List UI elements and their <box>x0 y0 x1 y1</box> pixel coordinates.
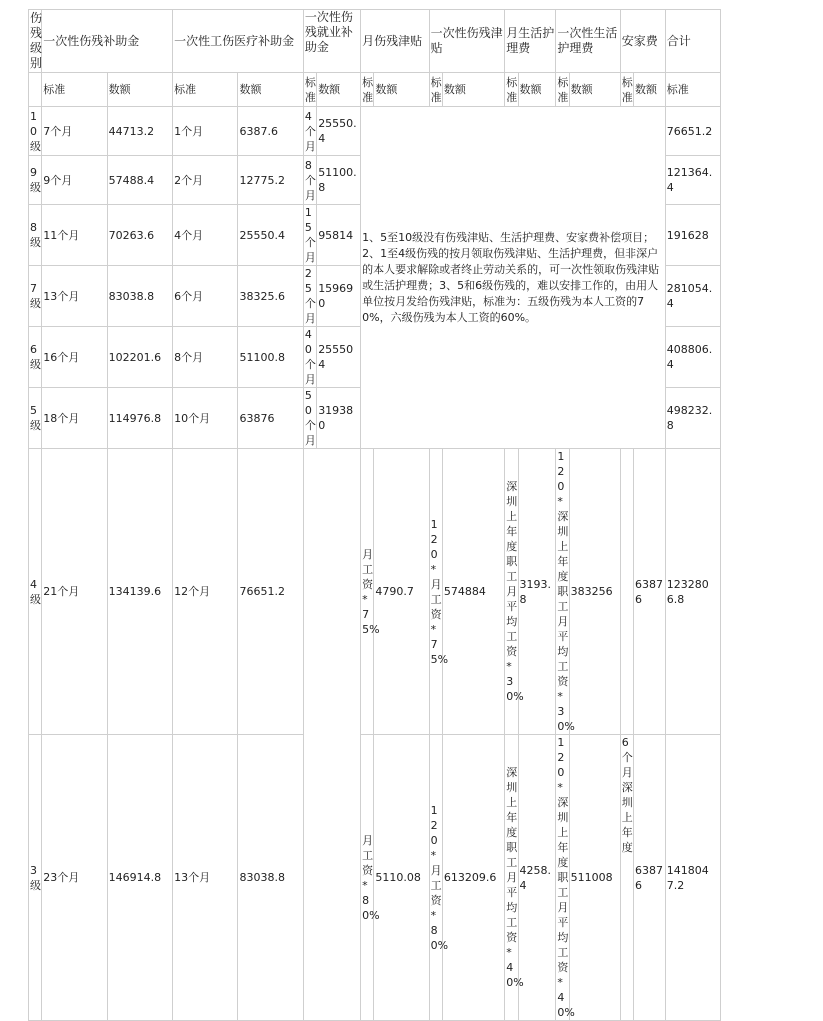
table-cell: 134139.6 <box>107 449 172 735</box>
header-row <box>29 10 721 73</box>
table-cell: 511008 <box>569 735 620 1021</box>
table-cell: 15个月 <box>304 206 316 264</box>
table-cell: 6387.6 <box>238 107 303 156</box>
table-cell: 12775.2 <box>238 156 303 205</box>
table-cell: 深圳上年度职工月平均工资*30% <box>505 449 518 735</box>
sub-amount: 数额 <box>518 73 556 107</box>
header-level: 伤残级别 <box>29 10 42 73</box>
table-cell: 18个月 <box>42 388 107 449</box>
header-monthly-allowance: 月伤残津贴 <box>361 10 429 73</box>
table-cell: 5110.08 <box>374 735 429 1021</box>
table-cell: 1个月 <box>173 107 238 156</box>
table-cell: 21个月 <box>42 449 107 735</box>
sub-standard: 标准 <box>303 73 316 107</box>
sub-amount: 数额 <box>107 73 172 107</box>
table-row <box>29 735 721 1021</box>
table-cell: 12个月 <box>173 449 238 735</box>
table-cell: 120*月工资*80% <box>429 735 442 1021</box>
table-cell: 63876 <box>634 735 666 1021</box>
table-cell: 6个月深圳上年度 <box>620 735 633 1021</box>
total-cell: 1232806.8 <box>665 449 720 735</box>
table-cell: 44713.2 <box>107 107 172 156</box>
table-cell: 76651.2 <box>238 449 303 735</box>
sub-standard: 标准 <box>42 73 107 107</box>
level-cell: 6级 <box>29 327 42 388</box>
table-cell: 7个月 <box>42 107 107 156</box>
table-cell: 4个月 <box>173 205 238 266</box>
sub-amount: 数额 <box>317 73 361 107</box>
sub-standard: 标准 <box>429 73 442 107</box>
sub-amount: 数额 <box>238 73 303 107</box>
table-cell: 3193.8 <box>518 449 556 735</box>
table-cell: 383256 <box>569 449 620 735</box>
header-total: 合计 <box>665 10 720 73</box>
sub-standard: 标准 <box>173 73 238 107</box>
table-cell: 13个月 <box>42 266 107 327</box>
level-cell: 10级 <box>29 107 42 156</box>
table-cell: 57488.4 <box>107 156 172 205</box>
sub-amount: 数额 <box>442 73 504 107</box>
table-cell: 8个月 <box>173 327 238 388</box>
level-cell: 9级 <box>29 156 42 205</box>
table-cell: 120*深圳上年度职工月平均工资*40% <box>557 736 575 1019</box>
total-cell: 1418047.2 <box>665 735 720 1021</box>
table-cell: 4258.4 <box>518 735 556 1021</box>
header-settlement: 安家费 <box>620 10 665 73</box>
table-cell: 120*深圳上年度职工月平均工资*30% <box>557 450 575 733</box>
table-cell: 50个月 <box>304 389 316 447</box>
table-cell: 159690 <box>317 266 361 327</box>
total-cell: 408806.4 <box>665 327 720 388</box>
header-lump-disability: 一次性伤残补助金 <box>42 10 173 73</box>
compensation-table <box>28 9 721 1021</box>
sub-amount: 数额 <box>634 73 666 107</box>
table-cell: 25550.4 <box>317 107 361 156</box>
table-cell: 38325.6 <box>238 266 303 327</box>
table-cell: 95814 <box>317 205 361 266</box>
table-cell: 月工资*80% <box>361 735 374 1021</box>
table-cell: 25个月 <box>304 267 316 325</box>
sub-standard: 标准 <box>505 73 518 107</box>
total-cell: 76651.2 <box>665 107 720 156</box>
sub-amount: 数额 <box>374 73 429 107</box>
table-cell: 114976.8 <box>107 388 172 449</box>
table-cell: 月工资*75% <box>361 449 374 735</box>
table-cell: 23个月 <box>42 735 107 1021</box>
table-cell: 16个月 <box>42 327 107 388</box>
table-cell: 9个月 <box>42 156 107 205</box>
total-cell: 281054.4 <box>665 266 720 327</box>
sub-standard: 标准 <box>361 73 374 107</box>
header-lump-care: 一次性生活护理费 <box>556 10 620 73</box>
table-cell: 6个月 <box>173 266 238 327</box>
sub-standard: 标准 <box>620 73 633 107</box>
table-cell: 574884 <box>442 449 504 735</box>
table-cell: 4790.7 <box>374 449 429 735</box>
subheader-row <box>29 73 721 107</box>
header-monthly-care: 月生活护理费 <box>505 10 556 73</box>
table-cell: 10个月 <box>173 388 238 449</box>
table-cell: 2个月 <box>173 156 238 205</box>
table-cell: 51100.8 <box>238 327 303 388</box>
table-cell: 70263.6 <box>107 205 172 266</box>
table-row <box>29 449 721 735</box>
level-cell: 3级 <box>29 735 42 1021</box>
total-cell: 121364.4 <box>665 156 720 205</box>
table-cell: 深圳上年度职工月平均工资*40% <box>505 735 518 1021</box>
table-cell: 63876 <box>634 449 666 735</box>
table-cell: 120*月工资*75% <box>429 449 442 735</box>
table-cell: 102201.6 <box>107 327 172 388</box>
table-cell: 11个月 <box>42 205 107 266</box>
empty-cell <box>303 449 360 1021</box>
table-cell: 255504 <box>317 327 361 388</box>
header-lump-medical: 一次性工伤医疗补助金 <box>173 10 304 73</box>
table-cell: 63876 <box>238 388 303 449</box>
level-cell: 4级 <box>29 449 42 735</box>
table-cell: 83038.8 <box>107 266 172 327</box>
table-cell: 8个月 <box>303 156 316 205</box>
level-cell: 8级 <box>29 205 42 266</box>
table-cell: 13个月 <box>173 735 238 1021</box>
notes-cell: 1、5至10级没有伤残津贴、生活护理费、安家费补偿项目；2、1至4级伤残的按月领取伤残津贴、生活护理费，但非深户的本人要求解除或者终止劳动关系的，可一次性领取伤残津贴或生活护理费；3、5和6级伤残的，难以安排工作的，由用人单位按月发给伤残津贴，标准为：五级伤残为本人工资的70%，六级伤残为本人工资的60%。 <box>361 107 666 449</box>
table-row <box>29 107 721 156</box>
total-cell: 191628 <box>665 205 720 266</box>
header-lump-allowance: 一次性伤残津贴 <box>429 10 505 73</box>
table-cell: 146914.8 <box>107 735 172 1021</box>
level-cell: 7级 <box>29 266 42 327</box>
level-cell: 5级 <box>29 388 42 449</box>
sub-amount: 数额 <box>569 73 620 107</box>
sub-standard: 标准 <box>556 73 569 107</box>
total-cell: 498232.8 <box>665 388 720 449</box>
table-cell: 83038.8 <box>238 735 303 1021</box>
table-cell: 25550.4 <box>238 205 303 266</box>
sub-standard: 标准 <box>665 73 720 107</box>
table-cell: 51100.8 <box>317 156 361 205</box>
table-cell <box>620 449 633 735</box>
table-cell: 4个月 <box>303 107 316 156</box>
header-lump-employment: 一次性伤残就业补助金 <box>303 10 360 73</box>
table-cell: 319380 <box>317 388 361 449</box>
table-cell: 40个月 <box>304 328 316 386</box>
table-cell: 613209.6 <box>442 735 504 1021</box>
